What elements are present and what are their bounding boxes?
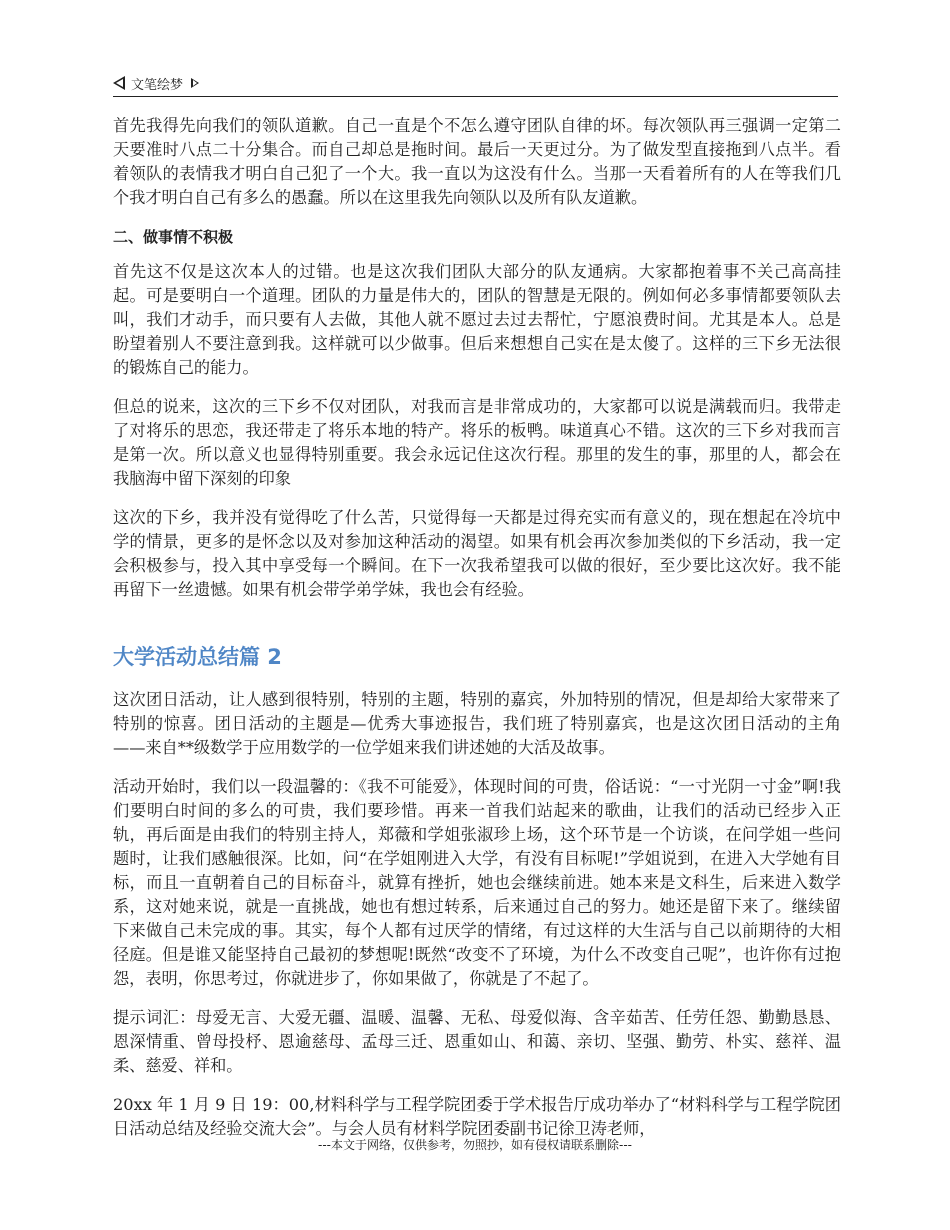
paragraph-reflection: 这次的下乡，我并没有觉得吃了什么苦，只觉得每一天都是过得充实而有意义的，现在想起在冷坑中学的情景，更多的是怀念以及对参加这种活动的渴望。如果有机会再次参加类似的下乡活动，我一定会积极参与，投入其中享受每一个瞬间。在下一次我希望我可以做的很好，至少要比这次好。我不能再留下一丝遗憾。如果有机会带学弟学妹，我也会有经验。 [113,508,841,599]
paragraph-league-day: 这次团日活动，让人感到很特别，特别的主题，特别的嘉宾，外加特别的情况，但是却给大家带来了特别的惊喜。团日活动的主题是—优秀大事迹报告，我们班了特别嘉宾，也是这次团日活动的主角——来自**级数学于应用数学的一位学姐来我们讲述她的大活及故事。 [113,690,841,757]
section-title: 大学活动总结篇 2 [113,645,282,669]
triangle-right-icon [191,78,199,88]
triangle-left-icon [113,76,125,90]
page-header [113,72,838,97]
document-body [113,114,841,1156]
paragraph-summary: 但总的说来，这次的三下乡不仅对团队，对我而言是非常成功的，大家都可以说是满载而归。我带走了对将乐的思恋，我还带走了将乐本地的特产。将乐的板鸭。味道真心不错。这次的三下乡对我而言是第一次。所以意义也显得特别重要。我会永远记住这次行程。那里的发生的事，那里的人，都会在我脑海中留下深刻的印象 [113,397,841,488]
page-footer: ---本文于网络，仅供参考，勿照抄，如有侵权请联系删除--- [318,1138,632,1152]
paragraph-activity-start: 活动开始时，我们以一段温馨的：《我不可能爱》，体现时间的可贵，俗话说：“一寸光阴一寸金”啊!我们要明白时间的多么的可贵，我们要珍惜。再来一首我们站起来的歌曲，让我们的活动已经步入正轨，再后面是由我们的特别主持人，郑薇和学姐张淑珍上场，这个环节是一个访谈，在问学姐一些问题时，让我们感触很深。比如，问“在学姐刚进入大学，有没有目标呢!”学姐说到，在进入大学她有目标，而且一直朝着自己的目标奋斗，就算有挫折，她也会继续前进。她本来是文科生，后来进入数学系，这对她来说，就是一直挑战，她也有想过转系，后来通过自己的努力。她还是留下来了。继续留下来做自己未完成的事。其实，每个人都有过厌学的情绪，有过这样的大生活与自己以前期待的大相径庭。但是谁又能坚持自己最初的梦想呢!既然“改变不了环境，为什么不改变自己呢”，也许你有过抱怨，表明，你思考过，你就进步了，你如果做了，你就是了不起了。 [113,777,841,988]
paragraph-hint-words: 提示词汇：母爱无言、大爱无疆、温暖、温馨、无私、母爱似海、含辛茹苦、任劳任怨、勤勤恳恳、恩深情重、曾母投杼、恩逾慈母、孟母三迁、恩重如山、和蔼、亲切、坚强、勤劳、朴实、慈祥、温柔、慈爱、祥和。 [113,1008,841,1075]
header-brand [113,72,199,94]
paragraph-team-habits: 首先这不仅是这次本人的过错。也是这次我们团队大部分的队友通病。大家都抱着事不关己高高挂起。可是要明白一个道理。团队的力量是伟大的，团队的智慧是无限的。例如何必多事情都要领队去叫，我们才动手，而只要有人去做，其他人就不愿过去过去帮忙，宁愿浪费时间。尤其是本人。总是盼望着别人不要注意到我。这样就可以少做事。但后来想想自己实在是太傻了。这样的三下乡无法很的锻炼自己的能力。 [113,262,841,377]
subheading-not-active: 二、做事情不积极 [113,228,234,246]
paragraph-apology: 首先我得先向我们的领队道歉。自己一直是个不怎么遵守团队自律的坏。每次领队再三强调一定第二天要准时八点二十分集合。而自己却总是拖时间。最后一天更过分。为了做发型直接拖到八点半。看着领队的表情我才明白自己犯了一个大。我一直以为这没有什么。当那一天看着所有的人在等我们几个我才明白自己有多么的愚蠢。所以在这里我先向领队以及所有队友道歉。 [113,116,841,207]
paragraph-event-report: 20xx 年 1 月 9 日 19：00,材料科学与工程学院团委于学术报告厅成功举办了“材料科学与工程学院团日活动总结及经验交流大会”。与会人员有材料学院团委副书记徐卫涛老师， [113,1095,841,1138]
header-title: 文笔绘梦 [131,77,184,93]
